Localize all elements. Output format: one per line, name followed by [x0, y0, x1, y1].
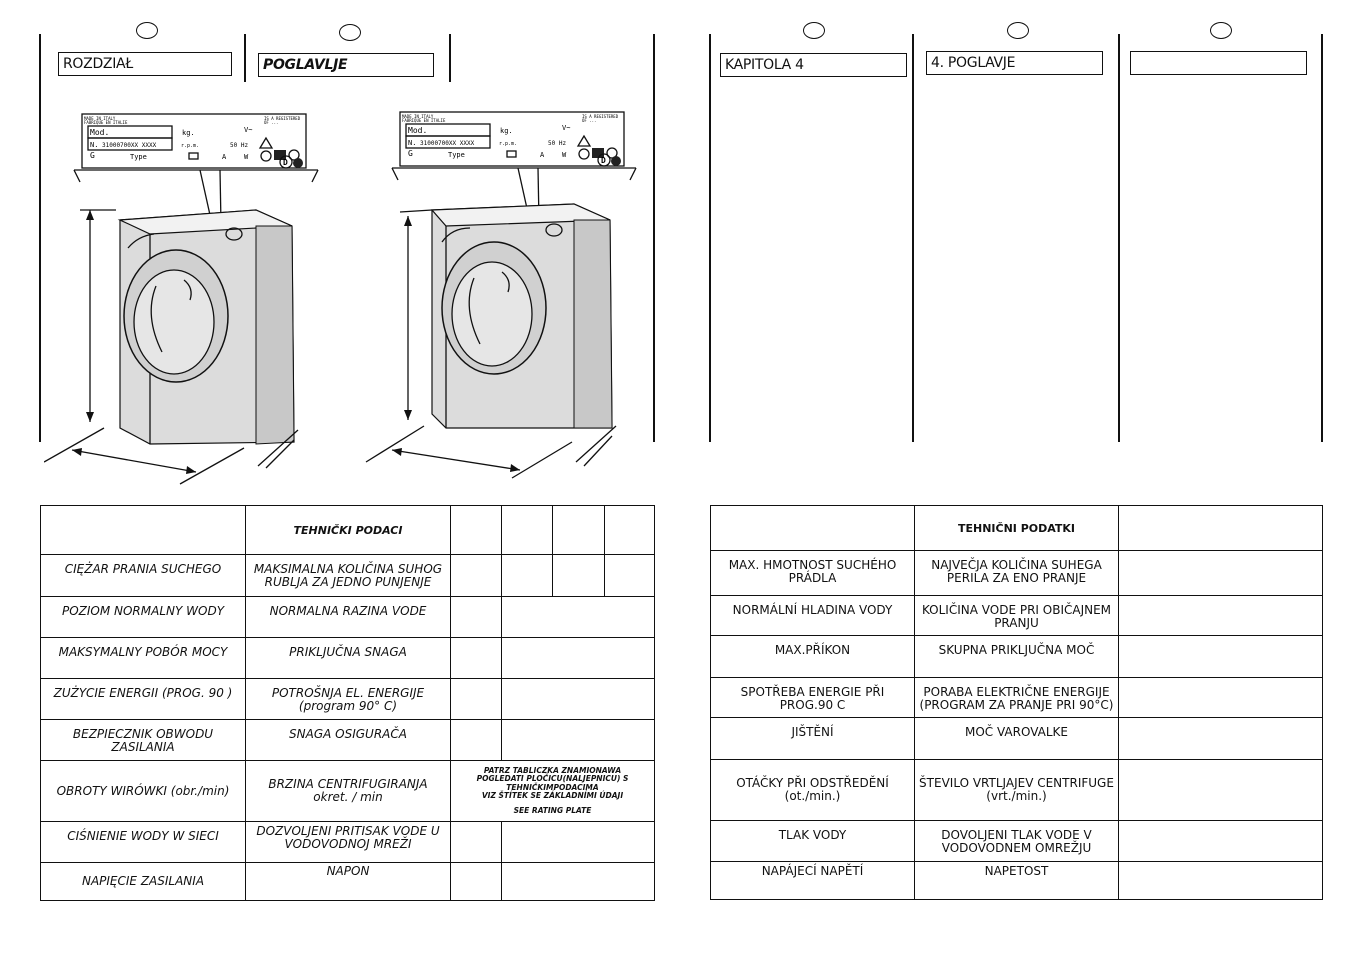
column-divider: [449, 34, 451, 82]
g-label: G: [408, 149, 413, 158]
left-margin-line: [39, 34, 41, 442]
table-header-row: [711, 506, 1323, 551]
fuse-icon: [189, 153, 198, 159]
table-cell-sl: DOVOLJENI TLAK VODE V VODOVODNEM OMREŽJU: [915, 821, 1119, 862]
note-line: SEE RATING PLATE: [513, 805, 592, 815]
left-spec-table: [40, 505, 655, 901]
table-cell-hr: MAKSIMALNA KOLIČINA SUHOG RUBLJA ZA JEDNO PUNJENJE: [246, 555, 451, 597]
table-cell-sl: NAPETOST: [915, 862, 1119, 900]
rpm-label: r.p.m.: [181, 143, 200, 149]
table-cell-cz: MAX. HMOTNOST SUCHÉHO PRÁDLA: [711, 551, 915, 596]
table-row: [711, 636, 1323, 678]
mod-label: Mod.: [90, 128, 110, 137]
table-cell-sl: ŠTEVILO VRTLJAJEV CENTRIFUGE (vrt./min.): [915, 760, 1119, 821]
table-row: [41, 822, 655, 863]
table-row: [711, 821, 1323, 862]
column-divider: [912, 34, 914, 442]
table-header-row: [41, 506, 655, 555]
table-row: [41, 679, 655, 720]
hz-label: 50 Hz: [548, 140, 567, 147]
approval-icon: [293, 158, 303, 168]
table-row: [711, 678, 1323, 718]
serial-prefix: N.: [90, 141, 99, 149]
rating-plate-note: [451, 761, 655, 822]
table-row: [711, 718, 1323, 760]
v-label: V~: [244, 126, 253, 134]
table-cell-hr: DOZVOLJENI PRITISAK VODE U VODOVODNOJ MREŽI: [246, 822, 451, 863]
note-line: POGLEDATI PLOČICU(NALJEPNICU) S TEHNIČKIMPODACIMA: [476, 774, 629, 792]
language-flag-circle: [339, 24, 361, 41]
table-row: [41, 597, 655, 638]
table-cell-pl: MAKSYMALNY POBÓR MOCY: [41, 638, 246, 679]
note-line: VIZ ŠTÍTEK SE ZÁKLADNÍMI ÚDAJI: [481, 791, 624, 801]
d-mark-label: D: [283, 158, 288, 167]
left-margin-line: [709, 34, 711, 442]
right-margin-line: [653, 34, 655, 442]
table-cell-pl: CIĘŻAR PRANIA SUCHEGO: [41, 555, 246, 597]
heading-rozdzial: ROZDZIAŁ: [58, 52, 232, 76]
washing-machine-illustration: [44, 110, 334, 490]
table-row: [711, 760, 1323, 821]
table-cell-sl: MOČ VAROVALKE: [915, 718, 1119, 760]
warning-icon: [578, 136, 590, 146]
table-cell-pl: OBROTY WIRÓWKI (obr./min): [41, 761, 246, 822]
washing-machine-illustration: [362, 108, 652, 488]
right-margin-line: [1321, 34, 1323, 442]
table-cell-pl: NAPIĘCIE ZASILANIA: [41, 863, 246, 901]
table-row: [711, 596, 1323, 636]
table-cell-hr: NORMALNA RAZINA VODE: [246, 597, 451, 638]
warning-icon: [260, 138, 272, 148]
heading-poglavje: 4. POGLAVJE: [926, 51, 1103, 75]
w-label: W: [562, 151, 567, 159]
table-cell-cz: MAX.PŘÍKON: [711, 636, 915, 678]
table-cell-pl: CIŚNIENIE WODY W SIECI: [41, 822, 246, 863]
mod-label: Mod.: [408, 126, 428, 135]
heading-kapitola: KAPITOLA 4: [720, 53, 907, 77]
serial-number: 31000700XX XXXX: [420, 140, 475, 147]
table-header: TEHNIČNI PODATKI: [915, 506, 1119, 551]
table-cell-cz: NORMÁLNÍ HLADINA VODY: [711, 596, 915, 636]
type-label: Type: [448, 151, 465, 159]
table-cell-cz: SPOTŘEBA ENERGIE PŘI PROG.90 C: [711, 678, 915, 718]
table-row: [41, 863, 655, 901]
hz-label: 50 Hz: [230, 142, 249, 149]
table-cell-cz: NAPÁJECÍ NAPĚTÍ: [711, 862, 915, 900]
table-cell-sl: PORABA ELEKTRIČNE ENERGIJE (PROGRAM ZA PRANJE PRI 90°C): [915, 678, 1119, 718]
heading-poglavlje: POGLAVLJE: [258, 53, 434, 77]
a-label: A: [540, 151, 545, 159]
d-mark-label: D: [601, 156, 606, 165]
language-flag-circle: [136, 22, 158, 39]
rating-plate-illustration: [74, 114, 318, 182]
of-text: OF ...: [264, 120, 279, 125]
table-cell-hr: BRZINA CENTRIFUGIRANJA okret. / min: [246, 761, 451, 822]
table-cell-sl: KOLIČINA VODE PRI OBIČAJNEM PRANJU: [915, 596, 1119, 636]
table-cell-hr: POTROŠNJA EL. ENERGIJE (program 90° C): [246, 679, 451, 720]
table-row: [41, 720, 655, 761]
serial-number: 31000700XX XXXX: [102, 142, 157, 149]
kg-label: kg.: [182, 129, 195, 137]
fabrique-text: FABRIQUE EN ITALIE: [84, 120, 128, 125]
table-row: [41, 761, 655, 822]
note-line: PATRZ TABLICZKA ZNAMIONAWA: [483, 765, 622, 775]
fuse-icon: [507, 151, 516, 157]
right-spec-table: [710, 505, 1323, 900]
table-cell-hr: SNAGA OSIGURAČA: [246, 720, 451, 761]
fabrique-text: FABRIQUE EN ITALIE: [402, 118, 446, 123]
table-row: [41, 555, 655, 597]
table-cell-cz: TLAK VODY: [711, 821, 915, 862]
table-cell-pl: POZIOM NORMALNY WODY: [41, 597, 246, 638]
registered-text: IS A REGISTERED: [582, 114, 619, 119]
registered-text: IS A REGISTERED: [264, 116, 301, 121]
type-label: Type: [130, 153, 147, 161]
table-cell-sl: NAJVEČJA KOLIČINA SUHEGA PERILA ZA ENO PRANJE: [915, 551, 1119, 596]
language-flag-circle: [1210, 22, 1232, 39]
table-cell-hr: NAPON: [246, 863, 451, 901]
heading-blank: [1130, 51, 1307, 75]
rpm-label: r.p.m.: [499, 141, 518, 147]
of-text: OF ...: [582, 118, 597, 123]
table-row: [711, 862, 1323, 900]
column-divider: [244, 34, 246, 82]
table-row: [711, 551, 1323, 596]
rating-plate-illustration: [392, 112, 636, 180]
v-label: V~: [562, 124, 571, 132]
w-label: W: [244, 153, 249, 161]
table-cell-cz: OTÁČKY PŘI ODSTŘEDĚNÍ (ot./min.): [711, 760, 915, 821]
column-divider: [1118, 34, 1120, 442]
standard-mark-icon: [579, 149, 589, 159]
language-flag-circle: [803, 22, 825, 39]
table-row: [41, 638, 655, 679]
a-label: A: [222, 153, 227, 161]
serial-prefix: N.: [408, 139, 417, 147]
standard-mark-icon: [261, 151, 271, 161]
table-cell-hr: PRIKLJUČNA SNAGA: [246, 638, 451, 679]
table-cell-pl: BEZPIECZNIK OBWODU ZASILANIA: [41, 720, 246, 761]
table-cell-cz: JIŠTĚNÍ: [711, 718, 915, 760]
table-cell-sl: SKUPNA PRIKLJUČNA MOČ: [915, 636, 1119, 678]
approval-icon: [611, 156, 621, 166]
table-header: TEHNIČKI PODACI: [246, 506, 451, 555]
language-flag-circle: [1007, 22, 1029, 39]
made-in-text: MADE IN ITALY: [402, 114, 434, 119]
kg-label: kg.: [500, 127, 513, 135]
table-cell-pl: ZUŻYCIE ENERGII (PROG. 90 ): [41, 679, 246, 720]
g-label: G: [90, 151, 95, 160]
made-in-text: MADE IN ITALY: [84, 116, 116, 121]
